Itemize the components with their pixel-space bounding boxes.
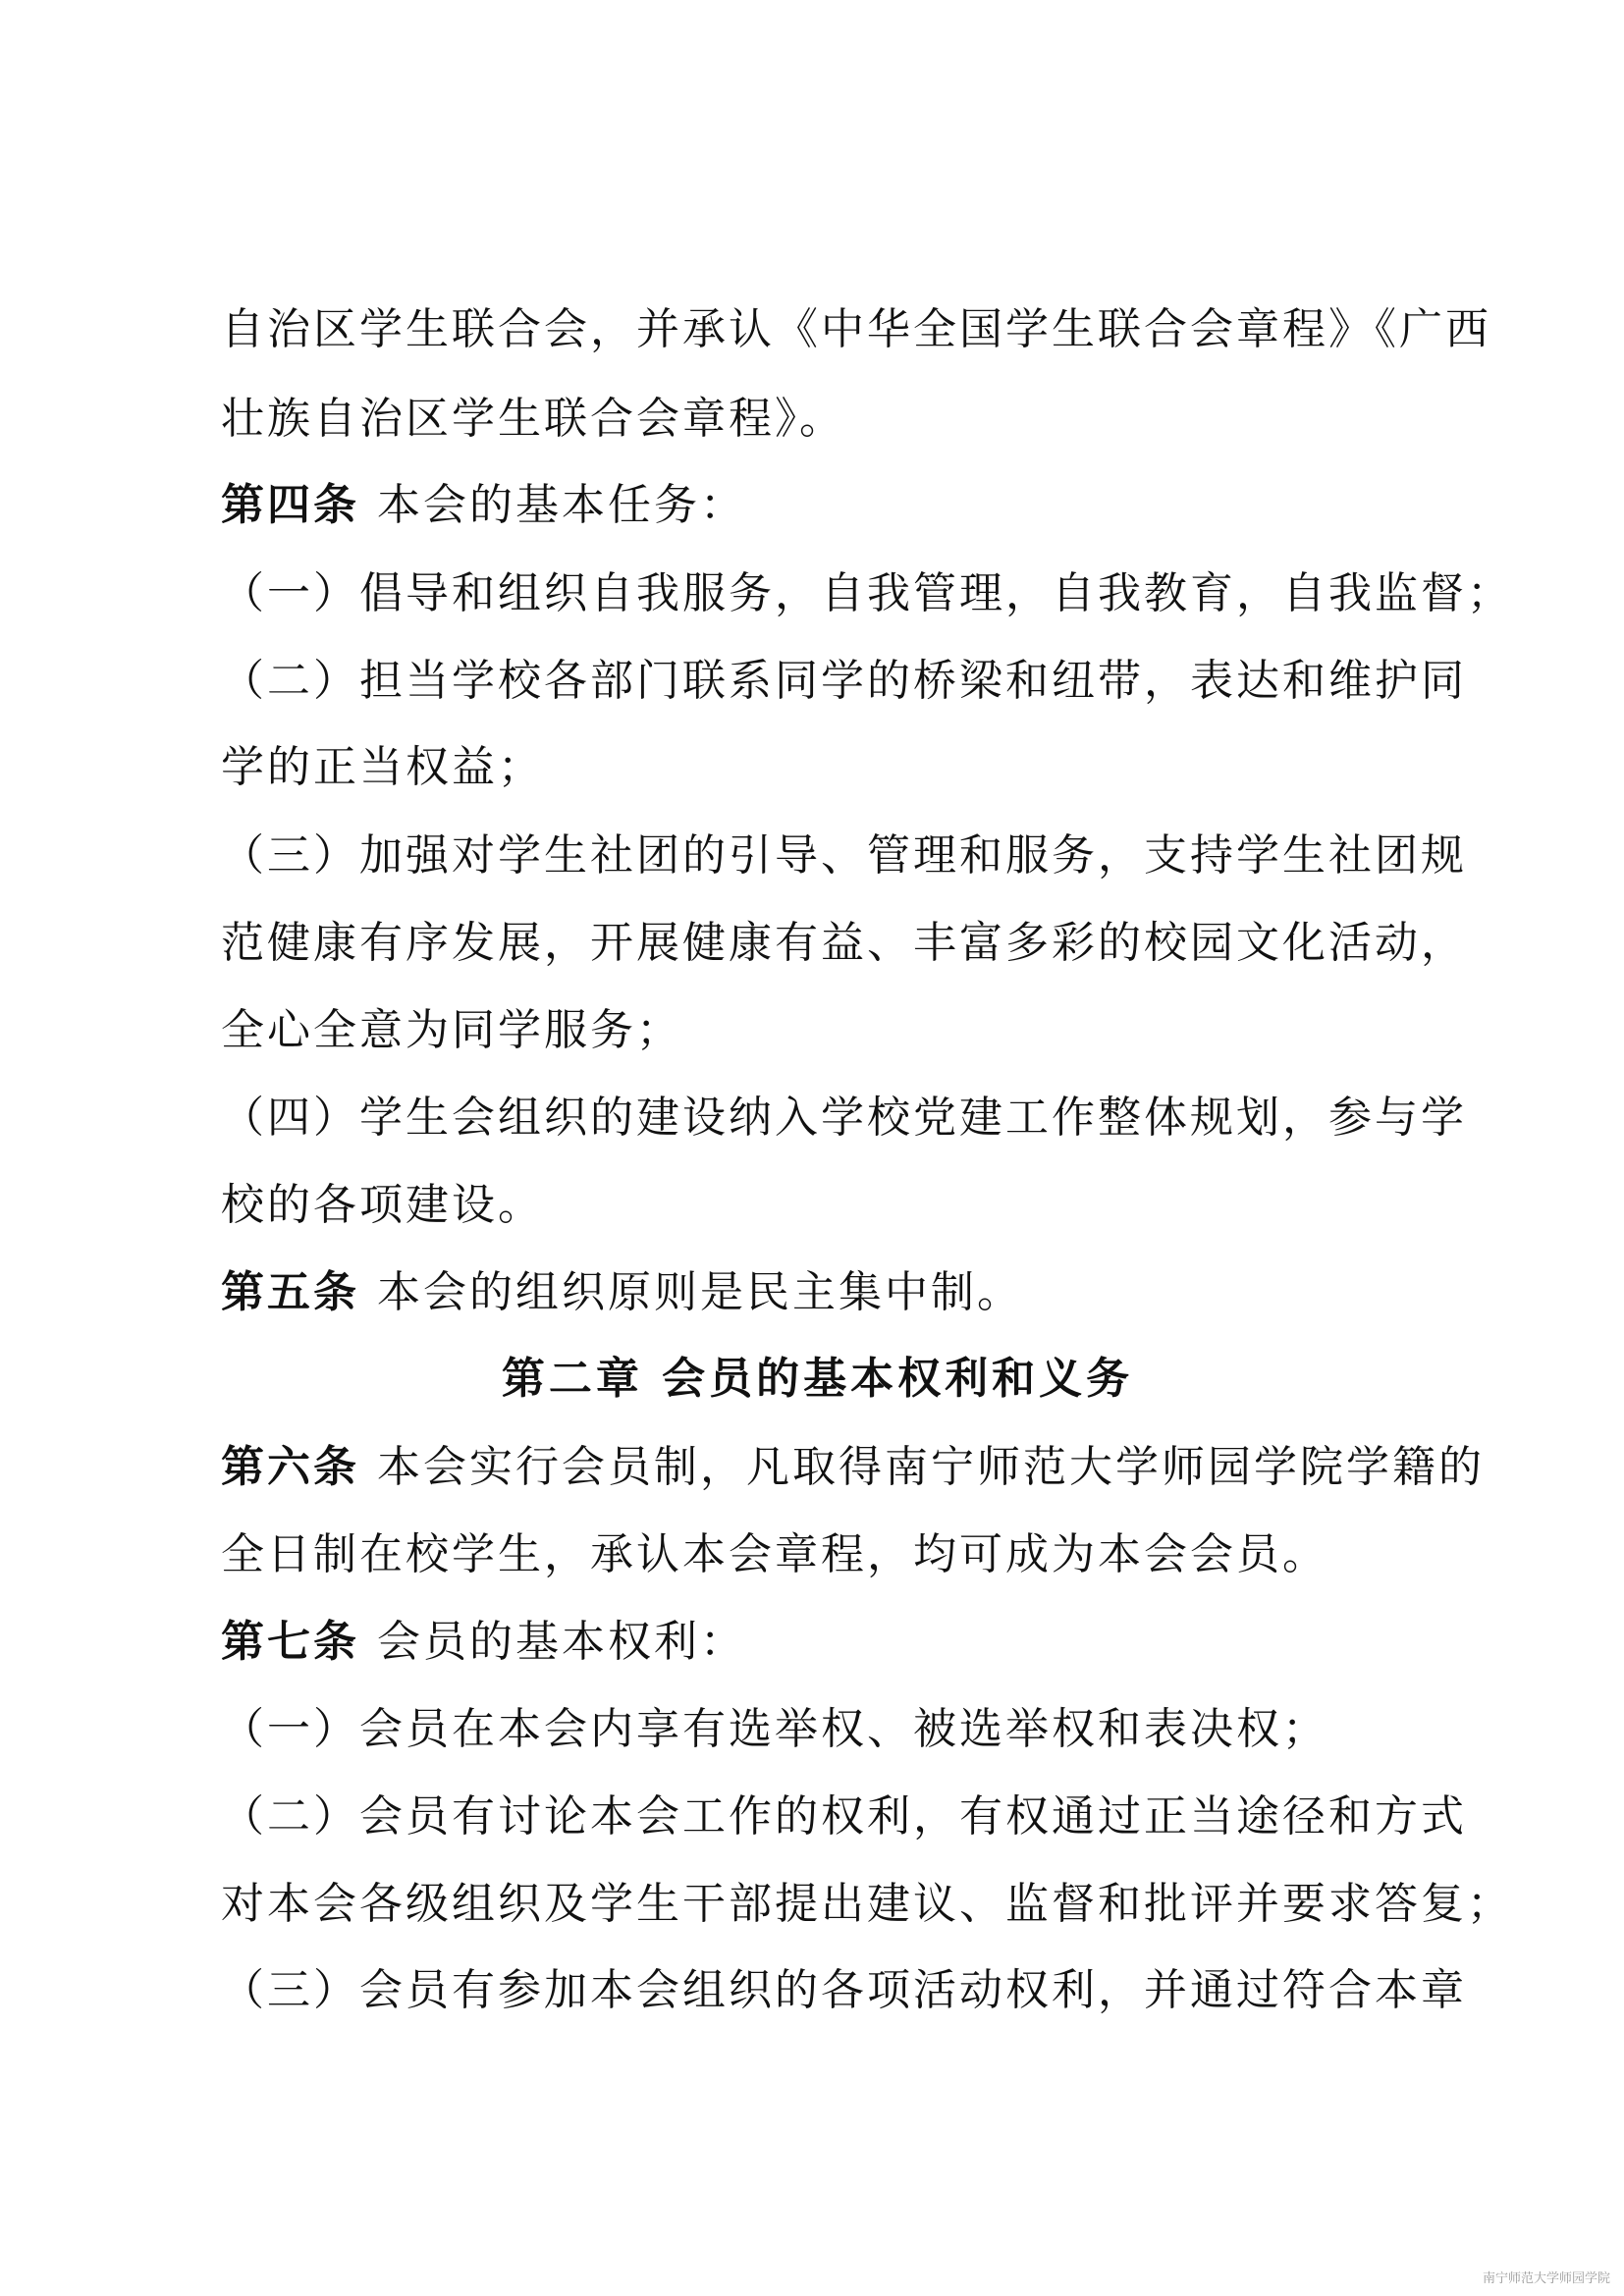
article-label: 第四条 (221, 480, 359, 530)
watermark: 南宁师范大学师园学院 (1482, 2271, 1610, 2286)
text-line: （三）会员有参加本会组织的各项活动权利，并通过符合本章 (221, 1965, 1467, 2015)
article-label: 第七条 (221, 1617, 359, 1667)
text-line: （一）倡导和组织自我服务，自我管理，自我教育，自我监督； (221, 568, 1513, 618)
text-line: （三）加强对学生社团的引导、管理和服务，支持学生社团规 (221, 830, 1467, 881)
text-line: 对本会各级组织及学生干部提出建议、监督和批评并要求答复； (221, 1879, 1513, 1929)
article-line: 第六条 本会实行会员制，凡取得南宁师范大学师园学院学籍的 (221, 1442, 1485, 1492)
text-line: 校的各项建设。 (221, 1180, 544, 1230)
article-line: 第四条 本会的基本任务： (221, 480, 746, 530)
text-line: 自治区学生联合会，并承认《中华全国学生联合会章程》《广西 (221, 304, 1491, 354)
article-line: 第七条 会员的基本权利： (221, 1617, 746, 1667)
text-line: （一）会员在本会内享有选举权、被选举权和表决权； (221, 1704, 1328, 1754)
text-line: 全日制在校学生，承认本会章程，均可成为本会会员。 (221, 1529, 1328, 1579)
text-line: 壮族自治区学生联合会章程》。 (221, 394, 845, 444)
article-line: 第五条 本会的组织原则是民主集中制。 (221, 1267, 1023, 1317)
chapter-heading: 第二章 会员的基本权利和义务 (501, 1354, 1134, 1404)
text-line: （二）会员有讨论本会工作的权利，有权通过正当途径和方式 (221, 1791, 1467, 1842)
article-label: 第六条 (221, 1442, 359, 1492)
text-line: （二）担当学校各部门联系同学的桥梁和纽带，表达和维护同 (221, 656, 1467, 706)
text-line: （四）学生会组织的建设纳入学校党建工作整体规划，参与学 (221, 1093, 1467, 1143)
text-line: 范健康有序发展，开展健康有益、丰富多彩的校园文化活动， (221, 918, 1467, 968)
text-line: 学的正当权益； (221, 742, 544, 792)
text-line: 全心全意为同学服务； (221, 1005, 682, 1055)
article-label: 第五条 (221, 1267, 359, 1317)
